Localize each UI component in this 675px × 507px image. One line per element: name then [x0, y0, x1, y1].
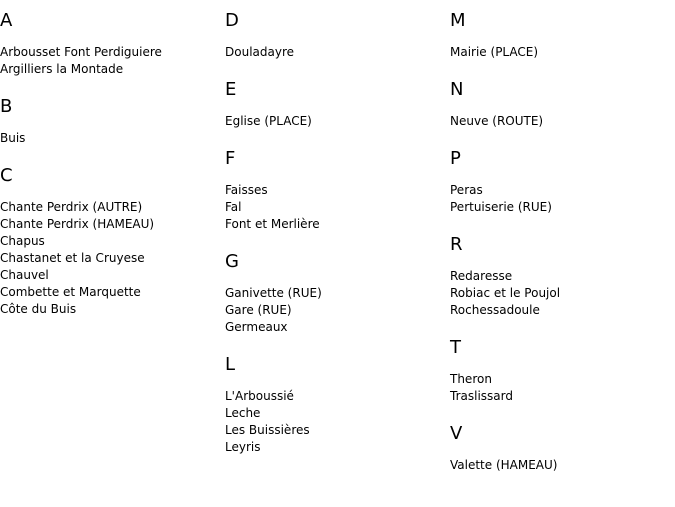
- street-link[interactable]: Faisses: [225, 183, 268, 197]
- letter-heading: N: [450, 79, 464, 100]
- street-list: [450, 268, 670, 319]
- street-list: [0, 44, 220, 78]
- letter-heading: M: [450, 10, 466, 31]
- street-link[interactable]: Peras: [450, 183, 483, 197]
- street-link[interactable]: Traslissard: [450, 389, 513, 403]
- street-link[interactable]: Combette et Marquette: [0, 285, 141, 299]
- street-link[interactable]: Theron: [450, 372, 492, 386]
- street-list: [450, 113, 670, 130]
- letter-heading: B: [0, 96, 13, 117]
- street-link[interactable]: Mairie (PLACE): [450, 45, 539, 59]
- letter-group-r: [450, 233, 670, 319]
- letter-heading: L: [225, 354, 236, 375]
- street-link[interactable]: Fal: [225, 200, 242, 214]
- street-link[interactable]: Neuve (ROUTE): [450, 114, 544, 128]
- street-link[interactable]: Chante Perdrix (AUTRE): [0, 200, 143, 214]
- letter-group-v: [450, 422, 670, 474]
- letter-heading: T: [450, 337, 461, 358]
- street-link[interactable]: Ganivette (RUE): [225, 286, 322, 300]
- letter-heading: P: [450, 148, 461, 169]
- street-link[interactable]: Leyris: [225, 440, 261, 454]
- street-link[interactable]: Font et Merlière: [225, 217, 320, 231]
- letter-heading: V: [450, 423, 463, 444]
- street-list: [450, 457, 670, 474]
- letter-heading: C: [0, 165, 13, 186]
- street-link[interactable]: Germeaux: [225, 320, 288, 334]
- street-link[interactable]: Les Buissières: [225, 423, 310, 437]
- index-column-2: [225, 0, 445, 456]
- letter-group-m: [450, 9, 670, 61]
- street-link[interactable]: Redaresse: [450, 269, 513, 283]
- letter-group-a: [0, 9, 220, 78]
- street-link[interactable]: Chante Perdrix (HAMEAU): [0, 217, 155, 231]
- letter-heading: D: [225, 10, 239, 31]
- street-link[interactable]: Chastanet et la Cruyese: [0, 251, 145, 265]
- street-list: [450, 182, 670, 216]
- letter-heading: F: [225, 148, 236, 169]
- street-link[interactable]: Buis: [0, 131, 26, 145]
- letter-group-f: [225, 147, 445, 233]
- street-link[interactable]: Robiac et le Poujol: [450, 286, 561, 300]
- street-link[interactable]: Chauvel: [0, 268, 49, 282]
- street-list: [0, 130, 220, 147]
- street-list: [225, 44, 445, 61]
- letter-heading: G: [225, 251, 239, 272]
- street-link[interactable]: Gare (RUE): [225, 303, 292, 317]
- letter-group-n: [450, 78, 670, 130]
- letter-group-d: [225, 9, 445, 61]
- street-list: [450, 371, 670, 405]
- letter-group-l: [225, 353, 445, 456]
- street-list: [0, 199, 220, 318]
- letter-group-c: [0, 164, 220, 318]
- index-column-1: [0, 0, 220, 318]
- street-link[interactable]: Eglise (PLACE): [225, 114, 312, 128]
- letter-group-g: [225, 250, 445, 336]
- letter-group-e: [225, 78, 445, 130]
- street-link[interactable]: Valette (HAMEAU): [450, 458, 558, 472]
- letter-heading: A: [0, 10, 13, 31]
- street-list: [450, 44, 670, 61]
- street-link[interactable]: Rochessadoule: [450, 303, 540, 317]
- letter-group-t: [450, 336, 670, 405]
- letter-heading: R: [450, 234, 463, 255]
- street-list: [225, 388, 445, 456]
- street-list: [225, 182, 445, 233]
- street-link[interactable]: Pertuiserie (RUE): [450, 200, 552, 214]
- street-link[interactable]: Arbousset Font Perdiguiere: [0, 45, 162, 59]
- street-link[interactable]: Chapus: [0, 234, 45, 248]
- letter-heading: E: [225, 79, 237, 100]
- index-column-3: [450, 0, 670, 474]
- street-link[interactable]: Leche: [225, 406, 261, 420]
- street-link[interactable]: Argilliers la Montade: [0, 62, 124, 76]
- street-list: [225, 285, 445, 336]
- street-link[interactable]: Côte du Buis: [0, 302, 77, 316]
- letter-group-p: [450, 147, 670, 216]
- street-list: [225, 113, 445, 130]
- street-link[interactable]: L'Arboussié: [225, 389, 294, 403]
- street-link[interactable]: Douladayre: [225, 45, 294, 59]
- letter-group-b: [0, 95, 220, 147]
